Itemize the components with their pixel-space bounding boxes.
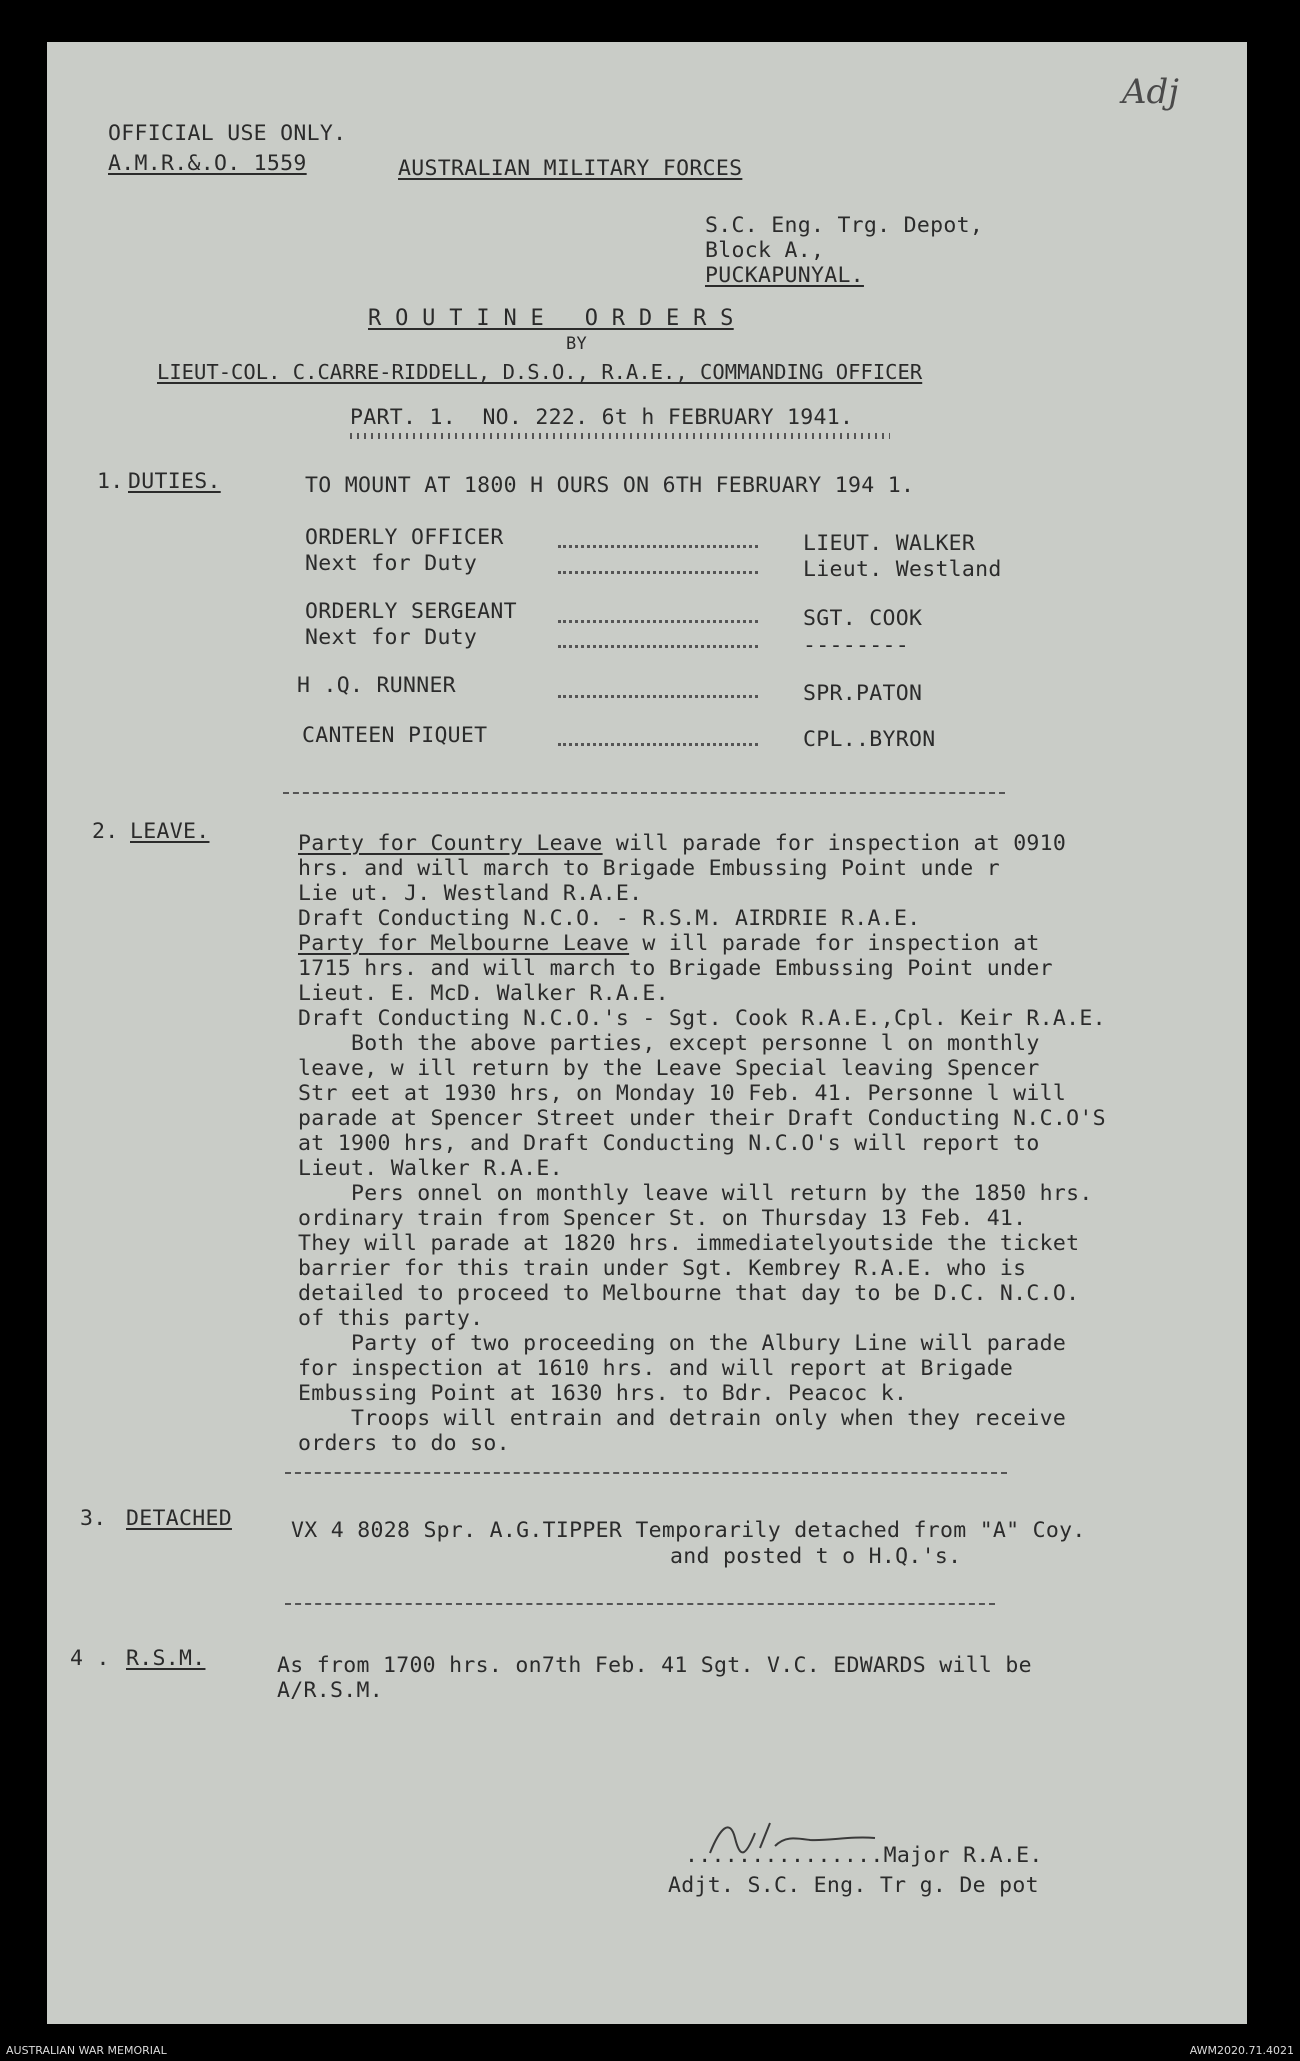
leave-text: Troops will entrain and detrain only when they receive bbox=[298, 1406, 1067, 1431]
duty-role: H .Q. RUNNER bbox=[297, 673, 456, 698]
leave-line bbox=[298, 1055, 1040, 1083]
duty-role: ORDERLY SERGEANT bbox=[305, 599, 517, 624]
duty-name: Lieut. Westland bbox=[803, 557, 1002, 582]
duty-name: CPL..BYRON bbox=[803, 727, 936, 752]
signature-line-2: Adjt. S.C. Eng. Tr g. De pot bbox=[668, 1873, 1039, 1898]
section-divider bbox=[283, 792, 1005, 794]
leave-party-heading: Party for Country Leave bbox=[298, 831, 603, 856]
section-2-heading: LEAVE. bbox=[130, 819, 210, 844]
duty-name: SPR.PATON bbox=[803, 681, 923, 706]
leave-line bbox=[298, 1405, 1066, 1433]
leave-text: Lie ut. J. Westland R.A.E. bbox=[298, 881, 643, 906]
leave-text: w ill parade for inspection at bbox=[629, 931, 1040, 956]
leave-text: ordinary train from Spencer St. on Thursday 13 Feb. 41. bbox=[298, 1206, 1027, 1231]
address-line-3: PUCKAPUNYAL. bbox=[705, 263, 864, 288]
duty-role: Next for Duty bbox=[305, 551, 478, 576]
handwritten-annotation: Adj bbox=[1122, 72, 1179, 112]
leave-text: 1715 hrs. and will march to Brigade Embussing Point under bbox=[298, 956, 1053, 981]
part-underline bbox=[350, 433, 890, 439]
leave-text: will parade for inspection at 0910 bbox=[602, 831, 1067, 856]
leave-text: Lieut. Walker R.A.E. bbox=[298, 1156, 563, 1181]
leave-line bbox=[298, 1180, 1093, 1208]
leader-dots bbox=[558, 620, 758, 623]
leave-line bbox=[298, 855, 1000, 883]
section-1-heading: DUTIES. bbox=[128, 469, 221, 494]
leave-text: detailed to proceed to Melbourne that day to be D.C. N.C.O. bbox=[298, 1281, 1080, 1306]
leave-text: for inspection at 1610 hrs. and will report at Brigade bbox=[298, 1356, 1014, 1381]
reference-number: A.M.R.&.O. 1559 bbox=[108, 151, 307, 176]
leave-line bbox=[298, 1205, 1026, 1233]
leave-line bbox=[298, 1130, 1040, 1158]
routine-orders-title: R O U T I N E O R D E R S bbox=[368, 306, 734, 331]
leave-line bbox=[298, 1230, 1079, 1258]
by-label: BY bbox=[566, 334, 588, 354]
duty-role: ORDERLY OFFICER bbox=[305, 525, 504, 550]
leave-line bbox=[298, 905, 920, 933]
leader-dots bbox=[558, 571, 758, 574]
leave-line bbox=[298, 1255, 1026, 1283]
archive-footer-right: AWM2020.71.4021 bbox=[1189, 2044, 1294, 2057]
leave-line bbox=[298, 1280, 1079, 1308]
leave-line bbox=[298, 980, 669, 1008]
section-divider bbox=[285, 1472, 1007, 1474]
section-3-heading: DETACHED bbox=[126, 1506, 232, 1531]
forces-title: AUSTRALIAN MILITARY FORCES bbox=[398, 156, 743, 181]
detached-line-1: VX 4 8028 Spr. A.G.TIPPER Temporarily detached from "A" Coy. bbox=[291, 1518, 1086, 1543]
leave-text: Both the above parties, except personne l on monthly bbox=[298, 1031, 1040, 1056]
leave-line bbox=[298, 1380, 907, 1408]
duty-name: -------- bbox=[803, 633, 909, 658]
duty-name: LIEUT. WALKER bbox=[803, 531, 976, 556]
leave-text: Str eet at 1930 hrs, on Monday 10 Feb. 41. Personne l will bbox=[298, 1081, 1067, 1106]
section-divider bbox=[285, 1603, 995, 1605]
rsm-line-2: A/R.S.M. bbox=[277, 1678, 383, 1703]
leader-dots bbox=[558, 695, 758, 698]
leave-line bbox=[298, 1355, 1013, 1383]
duty-name: SGT. COOK bbox=[803, 606, 923, 631]
signature-line-1: ...............Major R.A.E. bbox=[685, 1843, 1043, 1868]
leave-line bbox=[298, 1330, 1066, 1358]
leave-text: hrs. and will march to Brigade Embussing Point unde r bbox=[298, 856, 1000, 881]
leave-line bbox=[298, 955, 1053, 983]
leave-line bbox=[298, 830, 1066, 858]
leave-text: They will parade at 1820 hrs. immediatelyoutside the ticket bbox=[298, 1231, 1080, 1256]
duty-role: Next for Duty bbox=[305, 625, 478, 650]
leave-text: Draft Conducting N.C.O. - R.S.M. AIRDRIE R.A.E. bbox=[298, 906, 921, 931]
leave-text: parade at Spencer Street under their Draft Conducting N.C.O'S bbox=[298, 1106, 1106, 1131]
duty-role: CANTEEN PIQUET bbox=[302, 723, 488, 748]
duties-intro: TO MOUNT AT 1800 H OURS ON 6TH FEBRUARY 194 1. bbox=[305, 473, 915, 498]
leave-text: Draft Conducting N.C.O.'s - Sgt. Cook R.A.E.,Cpl. Keir R.A.E. bbox=[298, 1006, 1106, 1031]
detached-line-2: and posted t o H.Q.'s. bbox=[670, 1544, 962, 1569]
section-2-number: 2. bbox=[92, 819, 119, 844]
leader-dots bbox=[558, 645, 758, 648]
leader-dots bbox=[558, 743, 758, 746]
leave-line bbox=[298, 1080, 1066, 1108]
leave-text: of this party. bbox=[298, 1306, 484, 1331]
leave-line bbox=[298, 930, 1040, 958]
leave-text: Party of two proceeding on the Albury Line will parade bbox=[298, 1331, 1067, 1356]
leave-text: Embussing Point at 1630 hrs. to Bdr. Peacoc k. bbox=[298, 1381, 908, 1406]
leave-text: barrier for this train under Sgt. Kembrey R.A.E. who is bbox=[298, 1256, 1027, 1281]
address-line-2: Block A., bbox=[705, 238, 825, 263]
leave-text: orders to do so. bbox=[298, 1431, 510, 1456]
leave-line bbox=[298, 1105, 1106, 1133]
leave-line bbox=[298, 1155, 563, 1183]
leader-dots bbox=[558, 545, 758, 548]
official-use-label: OFFICIAL USE ONLY. bbox=[108, 121, 347, 146]
leave-line bbox=[298, 1005, 1106, 1033]
section-1-number: 1. bbox=[97, 469, 124, 494]
leave-text: Pers onnel on monthly leave will return by the 1850 hrs. bbox=[298, 1181, 1093, 1206]
section-4-number: 4 . bbox=[70, 1646, 110, 1671]
leave-text: Lieut. E. McD. Walker R.A.E. bbox=[298, 981, 669, 1006]
leave-party-heading: Party for Melbourne Leave bbox=[298, 931, 630, 956]
leave-line bbox=[298, 1030, 1040, 1058]
address-line-1: S.C. Eng. Trg. Depot, bbox=[705, 213, 984, 238]
leave-line bbox=[298, 1430, 510, 1458]
part-number-line: PART. 1. NO. 222. 6t h FEBRUARY 1941. bbox=[350, 405, 854, 430]
section-3-number: 3. bbox=[80, 1506, 107, 1531]
leave-line bbox=[298, 1305, 483, 1333]
leave-text: at 1900 hrs, and Draft Conducting N.C.O's will report to bbox=[298, 1131, 1040, 1156]
section-4-heading: R.S.M. bbox=[126, 1646, 206, 1671]
rsm-line-1: As from 1700 hrs. on7th Feb. 41 Sgt. V.C. EDWARDS will be bbox=[277, 1653, 1032, 1678]
leave-text: leave, w ill return by the Leave Special leaving Spencer bbox=[298, 1056, 1040, 1081]
commanding-officer-line: LIEUT-COL. C.CARRE-RIDDELL, D.S.O., R.A.E., COMMANDING OFFICER bbox=[157, 360, 923, 384]
leave-line bbox=[298, 880, 642, 908]
archive-footer-left: AUSTRALIAN WAR MEMORIAL bbox=[6, 2044, 167, 2057]
